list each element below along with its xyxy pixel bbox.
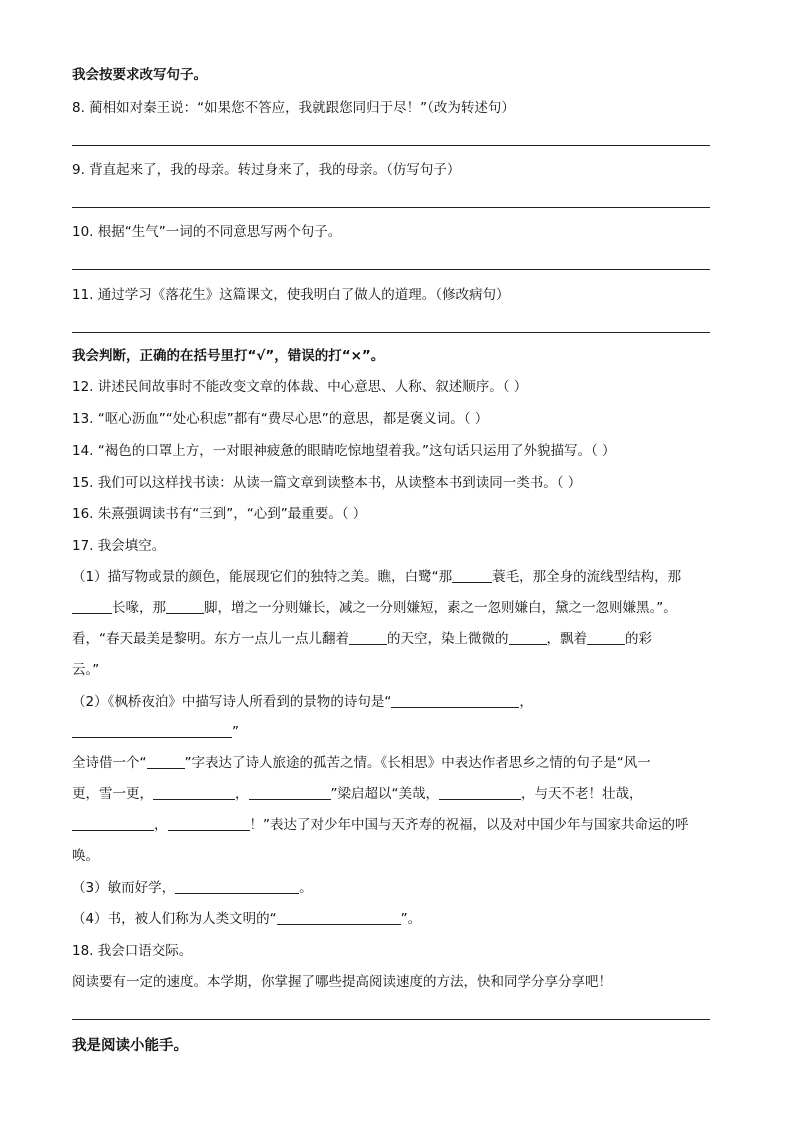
question-9: 9. 背直起来了，我的母亲。转过身来了，我的母亲。（仿写句子） (72, 162, 461, 178)
q17-text: 。 (299, 880, 313, 896)
q17-text: ，与天不老！壮哉， (521, 786, 643, 802)
question-16: 16. 朱熹强调读书有“三到”，“心到”最重要。（ ） (72, 506, 367, 522)
q17-line-1 (72, 567, 681, 587)
question-12: 12. 讲述民间故事时不能改变文章的体裁、中心意思、人称、叙述顺序。（ ） (72, 379, 528, 395)
q17-text: （1）描写物或景的颜色，能展现它们的独特之美。瞧，白鹭“那 (72, 569, 453, 585)
answer-line-8[interactable] (72, 145, 710, 146)
question-13: 13. “呕心沥血”“处心积虑”都有“费尽心思”的意思，都是褒义词。（ ） (72, 411, 489, 427)
question-18-title: 18. 我会口语交际。 (72, 943, 193, 959)
fill-blank[interactable] (72, 599, 112, 614)
section-heading-reading: 我是阅读小能手。 (72, 1038, 188, 1054)
q17-text: （2）《枫桥夜泊》中描写诗人所看到的景物的诗句是“ (72, 694, 392, 710)
q17-text: （4）书，被人们称为人类文明的“ (72, 911, 277, 927)
q17-text: ， (519, 694, 533, 710)
q17-line-10: 唤。 (72, 848, 99, 864)
q17-line-2 (72, 598, 677, 618)
question-10: 10. 根据“生气”一词的不同意思写两个句子。 (72, 224, 342, 240)
question-14: 14. “褐色的口罩上方，一对眼神疲惫的眼睛吃惊地望着我。”这句话只运用了外貌描写。（ ） (72, 443, 616, 459)
question-17-title: 17. 我会填空。 (72, 538, 166, 554)
q17-text: ”。 (400, 911, 422, 927)
q17-text: ！”表达了对少年中国与天齐寿的祝福，以及对中国少年与国家共命运的呼 (249, 817, 689, 833)
answer-line-18[interactable] (72, 1019, 710, 1020)
q17-line-12 (72, 909, 421, 929)
q17-line-3 (72, 629, 652, 649)
section-heading-judge: 我会判断，正确的在括号里打“√”，错误的打“×”。 (72, 348, 385, 364)
q17-text: （3）敏而好学， (72, 880, 176, 896)
q17-text: ，飘着 (546, 631, 587, 647)
fill-blank[interactable] (153, 785, 235, 800)
q17-text: 长喙，那 (112, 600, 166, 616)
fill-blank[interactable] (72, 723, 232, 738)
question-8: 8. 蔺相如对秦王说：“如果您不答应，我就跟您同归于尽！”（改为转述句） (72, 100, 515, 116)
fill-blank[interactable] (391, 693, 519, 708)
q17-text: ， (235, 786, 249, 802)
q17-line-11 (72, 878, 313, 898)
fill-blank[interactable] (509, 630, 547, 645)
section-heading-rewrite: 我会按要求改写句子。 (72, 67, 207, 83)
q17-line-9 (72, 815, 689, 835)
answer-line-9[interactable] (72, 207, 710, 208)
answer-line-10[interactable] (72, 269, 710, 270)
q17-text: ”梁启超以“美哉， (330, 786, 439, 802)
q17-line-4: 云。” (72, 662, 100, 678)
fill-blank[interactable] (168, 816, 250, 831)
q17-line-5 (72, 692, 533, 712)
fill-blank[interactable] (166, 599, 204, 614)
q17-line-8 (72, 784, 643, 804)
q17-text: ” (232, 724, 239, 740)
q17-line-6 (72, 722, 239, 742)
fill-blank[interactable] (587, 630, 625, 645)
fill-blank[interactable] (349, 630, 387, 645)
q17-text: 的彩 (625, 631, 652, 647)
answer-line-11[interactable] (72, 332, 710, 333)
q17-text: 全诗借一个“ (72, 755, 147, 771)
fill-blank[interactable] (439, 785, 521, 800)
fill-blank[interactable] (147, 754, 185, 769)
q17-text: 脚，增之一分则嫌长，减之一分则嫌短，素之一忽则嫌白，黛之一忽则嫌黑。”。 (204, 600, 677, 616)
fill-blank[interactable] (277, 910, 401, 925)
q17-text: 更，雪一更， (72, 786, 153, 802)
fill-blank[interactable] (452, 568, 492, 583)
question-15: 15. 我们可以这样找书读：从读一篇文章到读整本书，从读整本书到读同一类书。（ ） (72, 475, 582, 491)
q17-line-7 (72, 753, 651, 773)
fill-blank[interactable] (249, 785, 331, 800)
question-11: 11. 通过学习《落花生》这篇课文，使我明白了做人的道理。（修改病句） (72, 287, 510, 303)
fill-blank[interactable] (175, 879, 299, 894)
q17-text: 的天空，染上微微的 (387, 631, 509, 647)
q17-text: 看，“春天最美是黎明。东方一点儿一点儿翻着 (72, 631, 349, 647)
question-18-text: 阅读要有一定的速度。本学期，你掌握了哪些提高阅读速度的方法，快和同学分享分享吧！ (72, 974, 612, 990)
q17-text: ， (154, 817, 168, 833)
q17-text: ”字表达了诗人旅途的孤苦之情。《长相思》中表达作者思乡之情的句子是“风一 (184, 755, 651, 771)
q17-text: 蓑毛，那全身的流线型结构，那 (492, 569, 682, 585)
fill-blank[interactable] (72, 816, 154, 831)
